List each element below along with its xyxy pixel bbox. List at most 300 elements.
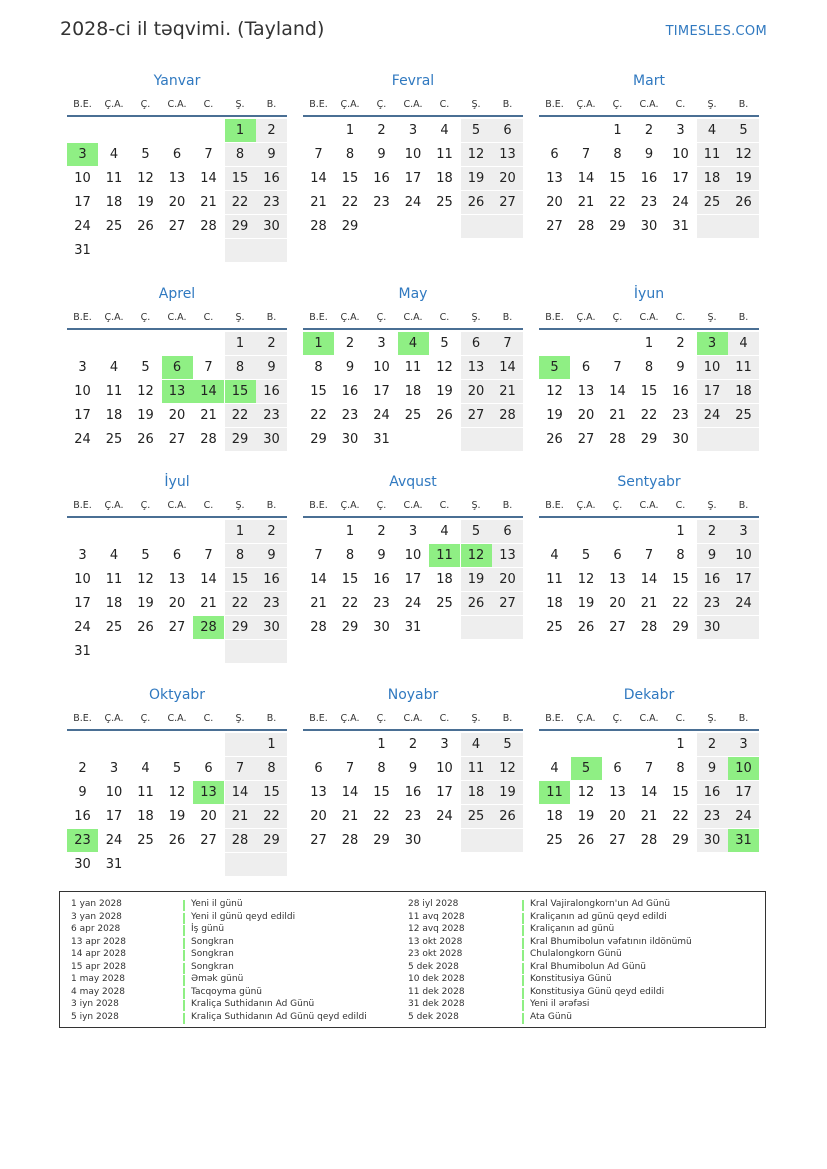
day-cell: 18 [105,195,123,210]
day-cell: 8 [613,147,622,162]
day-cell: 18 [546,596,563,611]
page-title: 2028-ci il təqvimi. (Tayland) [60,18,325,40]
day-cell: 29 [231,219,249,234]
day-cell: 9 [267,147,276,162]
day-cell: 1 [235,524,245,539]
day-cell: 29 [263,833,280,848]
legend-holiday-name: Kral Bhumibolun vəfatının ildönümü [530,936,692,947]
weekday-label: Ş. [471,312,481,323]
day-cell: 9 [377,548,386,563]
legend-date: 15 apr 2028 [71,961,127,972]
weekday-label: B. [738,713,749,724]
legend-marker [522,938,524,949]
weekday-label: Ç.A. [104,500,124,511]
day-cell: 12 [137,384,154,399]
weekday-label: Ç.A. [104,312,124,323]
day-cell: 23 [341,408,359,423]
day-cell: 24 [373,408,390,423]
weekday-label: C.A. [639,713,659,724]
day-cell: 21 [200,408,217,423]
weekday-label: C.A. [403,99,423,110]
day-cell: 29 [373,833,390,848]
day-cell: 26 [577,620,595,635]
weekday-label: Ş. [235,500,245,511]
day-cell: 22 [373,809,390,824]
day-cell: 7 [581,147,591,162]
day-cell: 25 [404,408,422,423]
weekday-label: C.A. [639,312,659,323]
day-cell: 13 [546,171,563,186]
day-cell: 5 [471,524,481,539]
day-cell: 13 [577,384,595,399]
legend-holiday-name: Chulalongkorn Günü [530,949,622,959]
day-cell: 6 [503,524,512,539]
day-cell: 16 [341,384,359,399]
weekday-label: Ç.A. [576,312,596,323]
day-cell: 8 [345,147,355,162]
day-cell: 20 [499,572,516,587]
weekday-label: C.A. [639,99,659,110]
weekday-label: Ş. [471,713,481,724]
day-cell: 30 [373,620,390,635]
day-cell: 7 [314,548,323,563]
weekday-label: Ç. [612,99,623,110]
weekday-label: B. [502,500,513,511]
day-cell: 23 [263,408,280,423]
day-cell: 5 [440,336,449,351]
weekday-label: Ş. [235,312,245,323]
day-cell: 18 [735,384,752,399]
weekday-label: C. [439,99,450,110]
weekday-label: B. [502,713,513,724]
weekday-label: B.E. [309,99,328,110]
day-cell: 5 [581,548,591,563]
day-cell: 6 [613,761,622,776]
day-cell: 6 [204,761,213,776]
day-cell: 10 [672,147,689,162]
day-cell: 9 [676,360,685,375]
day-cell: 18 [546,809,563,824]
holiday-day-cell: 10 [728,757,759,780]
day-cell: 12 [577,785,595,800]
day-cell: 6 [172,147,182,162]
legend-holiday-name: Kral Vajiralongkorn'un Ad Günü [530,899,671,909]
legend-date: 5 iyn 2028 [71,1011,119,1022]
day-cell: 31 [105,857,123,872]
day-cell: 6 [172,548,182,563]
day-cell: 30 [640,219,658,234]
day-cell: 1 [613,123,622,138]
weekday-label: C. [203,99,214,110]
weekday-label: C. [675,312,686,323]
day-cell: 4 [550,761,559,776]
day-cell: 3 [739,737,748,752]
holiday-day-cell: 3 [67,143,98,166]
weekday-label: Ç. [140,99,151,110]
day-cell: 21 [200,195,217,210]
day-cell: 25 [703,195,721,210]
day-cell: 1 [235,336,245,351]
day-cell: 11 [404,360,422,375]
day-cell: 20 [577,408,595,423]
legend-marker [522,988,524,999]
holiday-day-cell: 23 [67,829,98,852]
day-cell: 9 [345,360,355,375]
day-cell: 12 [546,384,563,399]
day-cell: 5 [172,761,182,776]
day-cell: 6 [581,360,591,375]
day-cell: 13 [499,147,516,162]
header-divider [67,729,287,731]
legend-holiday-name: Kraliça Suthidanın Ad Günü [191,999,315,1009]
holiday-day-cell: 13 [193,781,224,804]
day-cell: 11 [703,147,721,162]
day-cell: 31 [672,219,689,234]
day-cell: 28 [231,833,249,848]
weekday-label: C. [439,713,450,724]
day-cell: 18 [436,171,453,186]
day-cell: 23 [263,195,280,210]
day-cell: 30 [703,620,721,635]
weekday-label: Ç.A. [104,713,124,724]
day-cell: 12 [436,360,453,375]
header-divider [539,516,759,518]
day-cell: 20 [310,809,327,824]
day-cell: 14 [231,785,249,800]
day-cell: 9 [707,761,717,776]
day-cell: 22 [310,408,327,423]
day-cell: 31 [404,620,422,635]
day-cell: 3 [440,737,449,752]
weekend-cell [461,428,492,451]
weekday-label: Ç.A. [576,500,596,511]
weekday-header [303,99,523,113]
day-cell: 17 [404,171,422,186]
day-cell: 22 [609,195,626,210]
day-cell: 22 [341,596,359,611]
day-cell: 23 [404,809,422,824]
day-cell: 14 [640,572,658,587]
day-cell: 7 [204,360,213,375]
weekday-label: B. [502,312,513,323]
day-cell: 19 [137,596,154,611]
legend-holiday-name: Songkran [191,961,234,972]
holiday-day-cell: 5 [539,356,570,379]
day-cell: 2 [267,336,276,351]
month-name: Avqust [389,474,437,490]
header-divider [67,328,287,330]
weekend-cell [492,829,523,852]
day-cell: 24 [703,408,721,423]
month-name: Aprel [158,286,196,302]
legend-date: 13 apr 2028 [71,936,127,947]
day-cell: 27 [577,432,595,447]
day-cell: 17 [703,384,721,399]
day-cell: 11 [105,384,123,399]
day-cell: 31 [373,432,390,447]
day-cell: 12 [168,785,186,800]
weekday-label: B.E. [309,713,328,724]
day-cell: 9 [377,147,386,162]
weekend-cell [728,428,759,451]
weekday-label: Ç. [140,713,151,724]
day-cell: 25 [436,195,453,210]
legend-date: 28 iyl 2028 [408,899,459,909]
holiday-day-cell: 15 [225,380,256,403]
weekday-label: C. [675,500,686,511]
weekday-header [67,99,287,113]
day-cell: 13 [168,171,186,186]
legend-marker [183,900,185,911]
legend-marker [522,975,524,986]
day-cell: 15 [609,171,626,186]
weekday-label: Ç. [612,713,623,724]
day-cell: 2 [676,336,685,351]
day-cell: 23 [703,596,721,611]
legend-holiday-name: Songkran [191,949,234,959]
weekend-cell [225,733,256,756]
day-cell: 11 [137,785,154,800]
day-cell: 13 [467,360,485,375]
day-cell: 4 [471,737,481,752]
day-cell: 27 [168,219,186,234]
day-cell: 21 [341,809,359,824]
weekday-label: B.E. [73,99,92,110]
header-divider [539,328,759,330]
day-cell: 26 [735,195,752,210]
day-cell: 4 [440,524,449,539]
holiday-day-cell: 5 [571,757,602,780]
day-cell: 25 [467,809,485,824]
day-cell: 5 [141,548,150,563]
day-cell: 15 [310,384,327,399]
day-cell: 26 [168,833,186,848]
weekday-label: Ç.A. [340,713,360,724]
day-cell: 8 [644,360,654,375]
legend-holiday-name: Kraliçanın ad günü qeyd edildi [530,911,667,922]
day-cell: 28 [609,432,626,447]
day-cell: 11 [436,147,453,162]
month-name: Sentyabr [617,474,681,490]
day-cell: 25 [105,432,123,447]
weekday-label: B. [266,99,277,110]
day-cell: 24 [105,833,123,848]
day-cell: 2 [267,123,276,138]
weekend-cell [225,239,256,262]
weekday-label: Ç.A. [576,99,596,110]
day-cell: 4 [739,336,748,351]
legend-holiday-name: Songkran [191,936,234,947]
weekday-label: Ç.A. [104,99,124,110]
legend-date: 11 avq 2028 [408,911,465,922]
day-cell: 14 [640,785,658,800]
legend-marker [183,1013,185,1024]
legend-holiday-name: Ata Günü [530,1011,572,1022]
day-cell: 10 [105,785,123,800]
weekend-cell [728,215,759,238]
day-cell: 22 [231,408,249,423]
weekend-cell [256,640,287,663]
day-cell: 18 [703,171,721,186]
day-cell: 24 [74,432,91,447]
day-cell: 29 [231,432,249,447]
legend-holiday-name: Kraliça Suthidanın Ad Günü qeyd edildi [191,1011,367,1022]
day-cell: 17 [74,195,91,210]
day-cell: 14 [310,171,327,186]
day-cell: 17 [105,809,123,824]
weekday-header [67,713,287,727]
day-cell: 24 [74,219,91,234]
holiday-day-cell: 4 [398,332,429,355]
legend-date: 1 may 2028 [71,974,125,984]
day-cell: 27 [499,195,516,210]
day-cell: 21 [310,195,327,210]
weekday-label: B. [502,99,513,110]
day-cell: 1 [676,737,685,752]
legend-marker [522,1013,524,1024]
day-cell: 7 [204,147,213,162]
day-cell: 21 [231,809,249,824]
day-cell: 18 [105,596,123,611]
day-cell: 23 [672,408,689,423]
day-cell: 23 [640,195,658,210]
day-cell: 21 [609,408,626,423]
day-cell: 12 [499,761,516,776]
day-cell: 23 [373,195,390,210]
weekday-label: C. [439,312,450,323]
day-cell: 10 [436,761,453,776]
weekday-header [539,713,759,727]
day-cell: 11 [467,761,485,776]
legend-holiday-name: İş günü [191,924,225,934]
holiday-day-cell: 28 [193,616,224,639]
day-cell: 22 [231,195,249,210]
day-cell: 16 [263,572,280,587]
weekday-label: C.A. [167,713,187,724]
legend-marker [183,950,185,961]
day-cell: 15 [672,785,689,800]
weekday-label: Ş. [707,713,717,724]
day-cell: 18 [105,408,123,423]
legend-date: 4 may 2028 [71,986,125,997]
day-cell: 3 [78,548,87,563]
day-cell: 15 [231,572,249,587]
legend-marker [183,988,185,999]
legend-marker [522,950,524,961]
day-cell: 29 [672,620,689,635]
weekend-cell [225,640,256,663]
holiday-day-cell: 12 [461,544,492,567]
day-cell: 9 [267,360,276,375]
day-cell: 12 [467,147,485,162]
day-cell: 25 [105,219,123,234]
weekday-label: B. [738,312,749,323]
day-cell: 14 [577,171,595,186]
day-cell: 8 [235,147,245,162]
weekday-header [67,312,287,326]
weekday-label: Ç. [376,312,387,323]
day-cell: 24 [735,809,752,824]
day-cell: 25 [546,833,563,848]
day-cell: 6 [613,548,622,563]
day-cell: 11 [546,572,563,587]
weekday-label: Ç.A. [576,713,596,724]
day-cell: 4 [550,548,559,563]
weekend-cell [492,428,523,451]
weekday-label: C.A. [403,713,423,724]
weekday-label: Ç. [140,500,151,511]
day-cell: 17 [74,408,91,423]
day-cell: 20 [168,195,186,210]
site-brand-link[interactable]: TIMESLES.COM [665,24,767,39]
weekday-label: Ş. [707,500,717,511]
weekend-cell [256,239,287,262]
weekday-label: B.E. [309,500,328,511]
day-cell: 1 [267,737,276,752]
day-cell: 22 [231,596,249,611]
day-cell: 21 [310,596,327,611]
holiday-day-cell: 14 [193,380,224,403]
legend-holiday-name: Kral Bhumibolun Ad Günü [530,961,646,972]
day-cell: 23 [373,596,390,611]
day-cell: 21 [499,384,516,399]
day-cell: 10 [373,360,390,375]
day-cell: 30 [74,857,91,872]
day-cell: 9 [78,785,87,800]
day-cell: 4 [109,147,119,162]
weekday-label: C.A. [403,500,423,511]
month-name: Yanvar [153,73,201,89]
day-cell: 26 [467,596,485,611]
legend-date: 13 okt 2028 [408,936,463,947]
day-cell: 14 [200,171,217,186]
day-cell: 29 [609,219,626,234]
weekday-label: C.A. [167,312,187,323]
weekday-header [303,312,523,326]
weekday-label: B.E. [309,312,328,323]
weekday-label: Ş. [235,713,245,724]
day-cell: 7 [204,548,213,563]
day-cell: 19 [137,408,154,423]
legend-holiday-name: Konstitusiya Günü qeyd edildi [530,986,665,997]
weekday-label: C. [675,99,686,110]
day-cell: 7 [345,761,355,776]
day-cell: 23 [263,596,280,611]
day-cell: 4 [141,761,150,776]
day-cell: 16 [703,785,721,800]
day-cell: 24 [404,596,422,611]
day-cell: 17 [373,384,390,399]
day-cell: 3 [739,524,748,539]
day-cell: 12 [137,171,154,186]
day-cell: 2 [644,123,654,138]
day-cell: 17 [436,785,453,800]
day-cell: 24 [672,195,689,210]
day-cell: 2 [377,524,386,539]
day-cell: 16 [703,572,721,587]
day-cell: 15 [373,785,390,800]
day-cell: 16 [404,785,422,800]
day-cell: 28 [640,620,658,635]
weekday-label: B. [738,99,749,110]
weekday-label: C. [203,312,214,323]
day-cell: 3 [408,524,418,539]
month-name: İyun [633,286,665,302]
weekday-label: Ş. [707,99,717,110]
header-divider [303,115,523,117]
weekday-label: Ç. [376,99,387,110]
day-cell: 9 [267,548,276,563]
